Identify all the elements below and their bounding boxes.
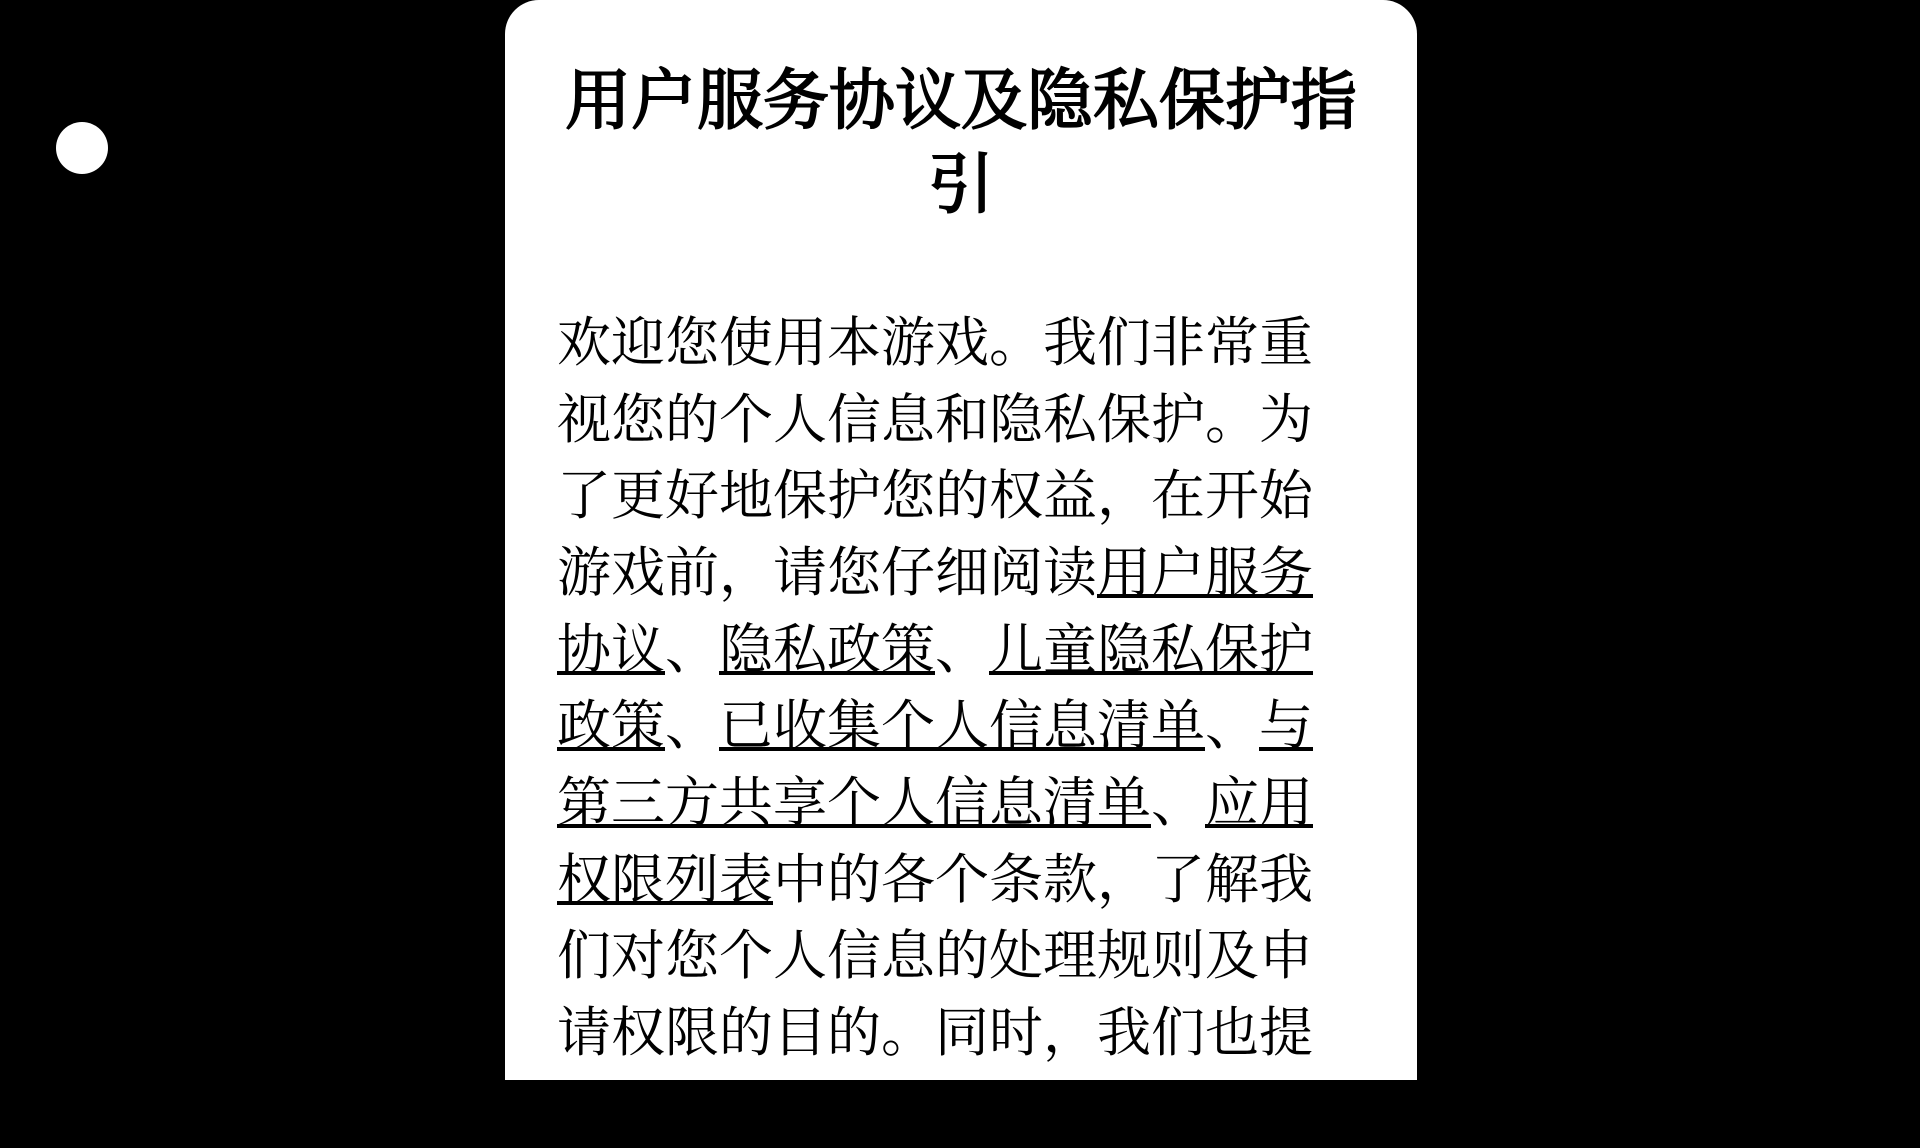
dialog-title: 用户服务协议及隐私保护指引 <box>565 63 1357 222</box>
camera-dot-icon <box>56 122 108 174</box>
privacy-agreement-dialog <box>505 0 1417 1140</box>
link-collected-personal-info-list[interactable]: 已收集个人信息清单 <box>719 696 1205 757</box>
link-app-permission-list[interactable]: 应用权限列表 <box>557 772 1313 910</box>
body-separator-2: 、 <box>935 619 989 680</box>
body-separator-5: 、 <box>1151 772 1205 833</box>
body-separator-3: 、 <box>665 696 719 757</box>
link-privacy-policy[interactable]: 隐私政策 <box>719 619 935 680</box>
body-paragraph-outro: 中的各个条款，了解我们对您个人信息的处理规则及申请权限的目的。同时，我们也提供隐私政策简版方便您 <box>557 849 1313 1140</box>
link-children-privacy-policy[interactable]: 儿童隐私保护政策 <box>557 619 1313 757</box>
body-separator-4: 、 <box>1205 696 1259 757</box>
body-paragraph-intro: 欢迎您使用本游戏。我们非常重视您的个人信息和隐私保护。为了更好地保护您的权益，在开始游戏前，请您仔细阅读 <box>557 312 1313 603</box>
link-user-service-agreement[interactable]: 用户服务协议 <box>557 542 1313 680</box>
link-third-party-shared-info-list[interactable]: 与第三方共享个人信息清单 <box>557 696 1313 833</box>
dialog-body-text <box>505 227 1417 1148</box>
body-separator-1: 、 <box>665 619 719 680</box>
